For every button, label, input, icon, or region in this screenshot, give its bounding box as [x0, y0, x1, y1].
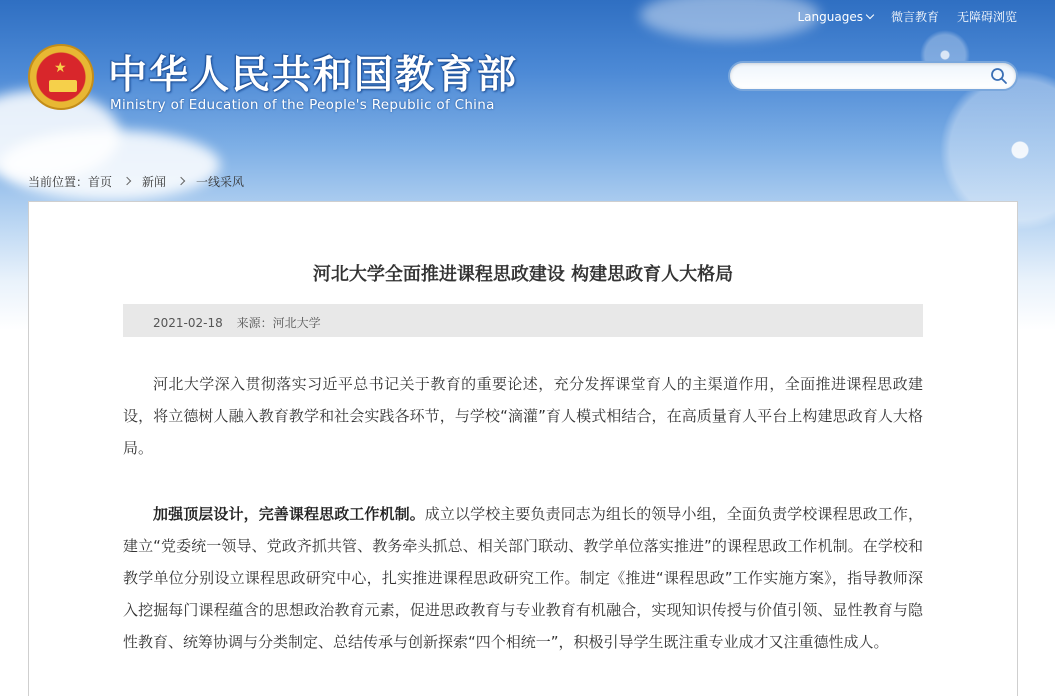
- article-paragraph: 河北大学深入贯彻落实习近平总书记关于教育的重要论述，充分发挥课堂育人的主渠道作用，全面推进课程思政建设，将立德树人融入教育教学和社会实践各环节，与学校“滴灌”育人模式相结合，在高质量育人平台上构建思政育人大格局。: [123, 375, 923, 457]
- site-title-cn[interactable]: 中华人民共和国教育部: [108, 53, 519, 98]
- breadcrumb-news[interactable]: 新闻: [142, 175, 167, 189]
- search-input[interactable]: [740, 66, 985, 86]
- article-date: 2021-02-18: [153, 316, 223, 330]
- national-emblem-icon: ★: [28, 44, 94, 110]
- paragraph-body: 成立以学校主要负责同志为组长的领导小组，全面负责学校课程思政工作，建立“党委统一领导、党政齐抓共管、教务牵头抓总、相关部门联动、教学单位落实推进”的课程思政工作机制。在学校和教学单位分别设立课程思政研究中心，扎实推进课程思政研究工作。制定《推进“课程思政”工作实施方案》，指导教师深入挖掘每门课程蕴含的思想政治教育元素，促进思政教育与专业教育有机融合，实现知识传授与价值引领、显性教育与隐性教育、统筹协调与分类制定、总结传承与创新探索“四个相统一”，积极引导学生既注重专业成才又注重德性成人。: [123, 505, 923, 651]
- breadcrumb-section[interactable]: 一线采风: [196, 175, 245, 189]
- search-box: [728, 61, 1018, 91]
- cloud-decoration: [640, 0, 820, 40]
- accessible-browsing-link[interactable]: 无障碍浏览: [956, 10, 1017, 24]
- article-panel: [28, 201, 1018, 696]
- article-paragraph: [123, 498, 923, 658]
- languages-menu[interactable]: [797, 8, 872, 25]
- weibo-link[interactable]: 微言教育: [890, 10, 939, 24]
- breadcrumb: [28, 173, 244, 190]
- article-title: 河北大学全面推进课程思政建设 构建思政育人大格局: [312, 264, 734, 285]
- article-meta: [123, 304, 923, 337]
- chevron-right-icon: [177, 177, 185, 185]
- breadcrumb-prefix: 当前位置：: [28, 175, 89, 189]
- chevron-right-icon: [123, 177, 131, 185]
- top-links: [797, 8, 1017, 25]
- breadcrumb-home[interactable]: 首页: [88, 175, 113, 189]
- article-source: 来源：河北大学: [236, 316, 321, 330]
- languages-label: Languages: [797, 9, 863, 24]
- chevron-down-icon: [866, 10, 874, 18]
- paragraph-lead: 加强顶层设计，完善课程思政工作机制。: [153, 505, 425, 523]
- site-title-en: Ministry of Education of the People's Republic of China: [110, 97, 495, 113]
- search-icon[interactable]: [990, 67, 1008, 85]
